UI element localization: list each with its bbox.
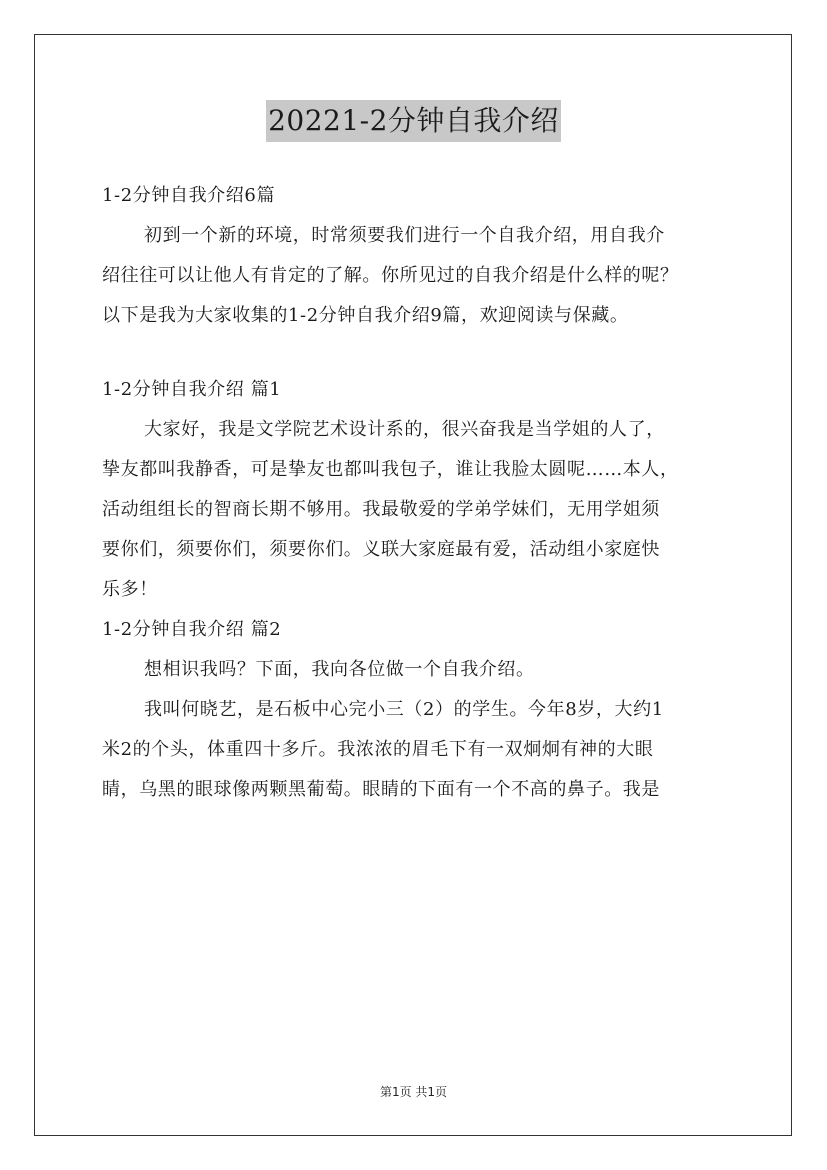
section2-line-3: 睛，乌黑的眼球像两颗黑葡萄。眼睛的下面有一个不高的鼻子。我是 — [102, 779, 660, 800]
intro-line-1: 初到一个新的环境，时常须要我们进行一个自我介绍，用自我介 — [144, 225, 665, 246]
section2-para1: 想相识我吗？下面，我向各位做一个自我介绍。 — [144, 659, 535, 680]
section2-line-1: 我叫何晓艺，是石板中心完小三（2）的学生。今年8岁，大约1 — [144, 699, 664, 720]
page-footer: 第1页 共1页 — [379, 1085, 448, 1099]
section1-line-3: 活动组组长的智商长期不够用。我最敬爱的学弟学妹们，无用学姐须 — [102, 499, 660, 520]
section2-line-2: 米2的个头，体重四十多斤。我浓浓的眉毛下有一双炯炯有神的大眼 — [102, 739, 654, 760]
section1-line-4: 要你们，须要你们，须要你们。义联大家庭最有爱，活动组小家庭快 — [102, 539, 660, 560]
title-wrap — [0, 100, 827, 142]
document-body — [102, 176, 742, 810]
subtitle: 1-2分钟自我介绍6篇 — [102, 185, 276, 206]
intro-line-3: 以下是我为大家收集的1-2分钟自我介绍9篇，欢迎阅读与保藏。 — [102, 305, 629, 326]
section2-heading: 1-2分钟自我介绍 篇2 — [102, 619, 282, 640]
section1-line-2: 挚友都叫我静香，可是挚友也都叫我包子，谁让我脸太圆呢……本人， — [102, 459, 679, 480]
section1-heading: 1-2分钟自我介绍 篇1 — [102, 379, 282, 400]
document-title: 20221-2分钟自我介绍 — [266, 100, 561, 142]
intro-line-2: 绍往往可以让他人有肯定的了解。你所见过的自我介绍是什么样的呢？ — [102, 265, 679, 286]
section1-line-1: 大家好，我是文学院艺术设计系的，很兴奋我是当学姐的人了， — [144, 419, 665, 440]
section-gap — [102, 336, 742, 370]
section1-line-5: 乐多！ — [102, 579, 158, 600]
